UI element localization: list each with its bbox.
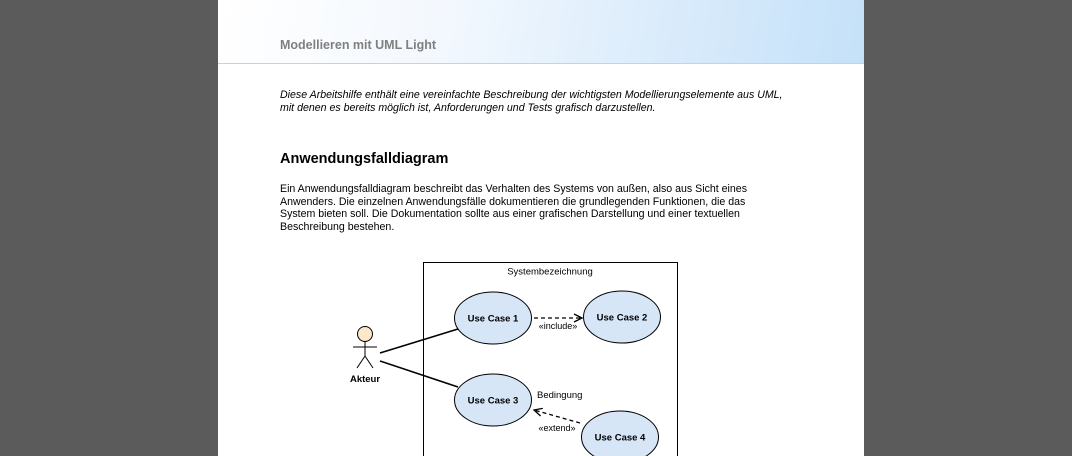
intro-line: mit denen es bereits möglich ist, Anforderungen und Tests grafisch darzustellen. — [280, 101, 656, 114]
use-case-label: Use Case 2 — [596, 312, 648, 324]
paragraph-line: Beschreibung bestehen. — [280, 220, 395, 233]
condition-label: Bedingung — [537, 390, 583, 401]
extend-label: «extend» — [538, 423, 576, 433]
use-case-label: Use Case 4 — [594, 432, 646, 444]
paragraph-line: Anwenders. Die einzelnen Anwendungsfälle dokumentieren die grundlegenden Funktionen, die das — [280, 195, 746, 208]
include-label: «include» — [538, 321, 578, 331]
use-case-label: Use Case 1 — [467, 313, 519, 325]
document-title: Modellieren mit UML Light — [280, 38, 437, 52]
actor-figure — [353, 327, 377, 369]
system-label: Systembezeichnung — [507, 266, 593, 278]
section-heading: Anwendungsfalldiagram — [280, 151, 449, 167]
use-case-diagram — [218, 0, 864, 456]
paragraph-line: System bieten soll. Die Dokumentation sollte aus einer grafischen Darstellung und einer textuellen — [280, 208, 740, 220]
actor-label: Akteur — [349, 374, 381, 385]
use-case-label: Use Case 3 — [467, 395, 519, 407]
actor-head — [358, 327, 373, 342]
document-page — [218, 0, 864, 456]
intro-line: Diese Arbeitshilfe enthält eine vereinfachte Beschreibung der wichtigsten Modellierungselemente aus UML, — [280, 89, 783, 101]
paragraph-line: Ein Anwendungsfalldiagram beschreibt das Verhalten des Systems von außen, also aus Sicht eines — [280, 183, 747, 195]
